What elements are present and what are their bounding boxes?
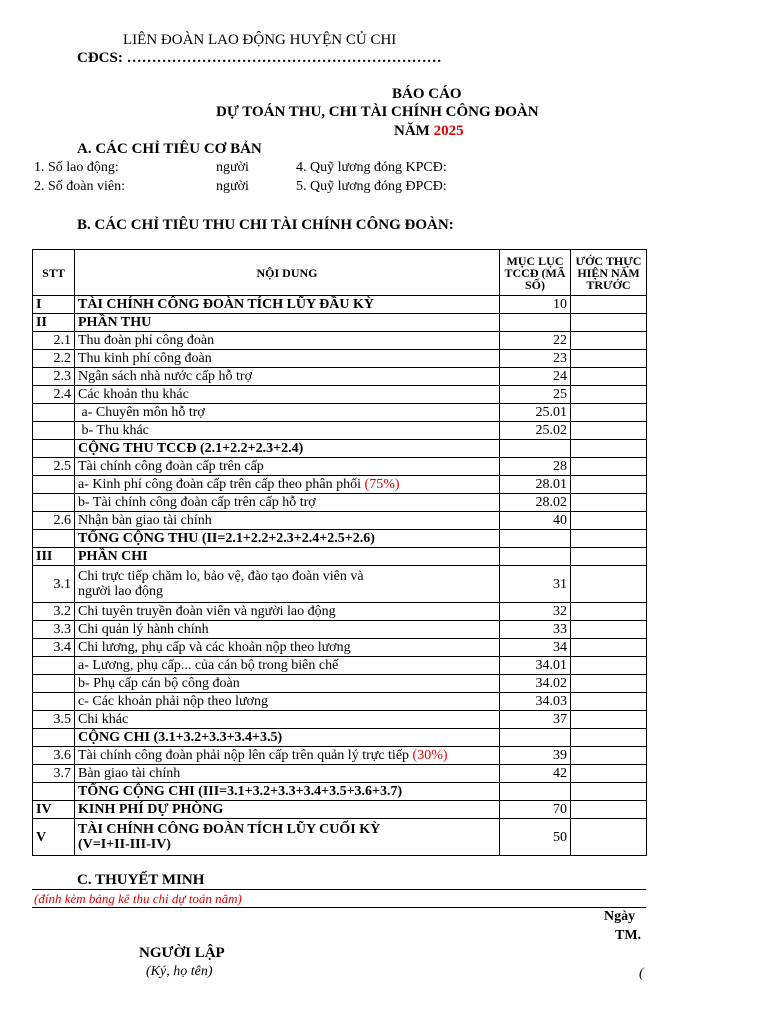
row-stt (33, 729, 75, 747)
row-code: 10 (500, 296, 571, 314)
table-row (33, 350, 647, 368)
row-content (75, 603, 500, 621)
row-code (500, 314, 571, 332)
row-content-text-line2: người lao động (78, 584, 163, 599)
report-subtitle: DỰ TOÁN THU, CHI TÀI CHÍNH CÔNG ĐOÀN (216, 104, 539, 120)
table-row (33, 603, 647, 621)
row-stt: 2.2 (33, 350, 75, 368)
row-content (75, 765, 500, 783)
member-count-unit: người (216, 179, 249, 194)
report-year (394, 123, 464, 140)
row-code: 28.01 (500, 476, 571, 494)
row-estimate-cell[interactable] (571, 765, 647, 783)
row-content-text: Chi quản lý hành chính (78, 622, 209, 637)
row-content-text: Thu đoàn phí công đoàn (78, 333, 215, 348)
row-code: 42 (500, 765, 571, 783)
row-estimate-cell[interactable] (571, 350, 647, 368)
row-stt: 2.3 (33, 368, 75, 386)
table-row (33, 765, 647, 783)
row-estimate-cell[interactable] (571, 711, 647, 729)
table-row (33, 422, 647, 440)
row-content-text: PHẦN THU (78, 315, 152, 330)
row-content-text: Các khoản thu khác (78, 387, 189, 402)
member-count-label: 2. Số đoàn viên: (34, 179, 125, 194)
row-stt (33, 404, 75, 422)
col-code: MỤC LỤC TCCĐ (MÃ SỐ) (500, 250, 571, 296)
row-content-text: TỔNG CỘNG THU (II=2.1+2.2+2.3+2.4+2.5+2.6) (78, 531, 375, 546)
table-row (33, 675, 647, 693)
table-row (33, 729, 647, 747)
row-code: 22 (500, 332, 571, 350)
row-code: 70 (500, 801, 571, 819)
labor-count-label: 1. Số lao động: (34, 160, 119, 175)
row-content (75, 314, 500, 332)
row-estimate-cell[interactable] (571, 783, 647, 801)
row-content-text: Nhận bàn giao tài chính (78, 513, 212, 528)
table-row (33, 404, 647, 422)
row-content-text: Tài chính công đoàn phải nộp lên cấp trên quản lý trực tiếp (78, 748, 410, 763)
row-code: 39 (500, 747, 571, 765)
row-code: 50 (500, 819, 571, 856)
row-content (75, 332, 500, 350)
table-row (33, 711, 647, 729)
row-content-text: Ngân sách nhà nước cấp hỗ trợ (78, 369, 253, 384)
table-row (33, 621, 647, 639)
row-content-text: Chi khác (78, 712, 129, 727)
row-content (75, 693, 500, 711)
section-b-heading: B. CÁC CHỈ TIÊU THU CHI TÀI CHÍNH CÔNG ĐOÀN: (77, 217, 454, 233)
table-row (33, 458, 647, 476)
org-name: LIÊN ĐOÀN LAO ĐỘNG HUYỆN CỦ CHI (123, 32, 397, 48)
row-stt (33, 476, 75, 494)
row-code (500, 440, 571, 458)
row-stt: 2.5 (33, 458, 75, 476)
table-row (33, 801, 647, 819)
row-code (500, 783, 571, 801)
row-content-text: TÀI CHÍNH CÔNG ĐOÀN TÍCH LŨY ĐẦU KỲ (78, 297, 374, 312)
row-estimate-cell[interactable] (571, 440, 647, 458)
date-label: Ngày (604, 909, 636, 924)
row-content-text: Chi lương, phụ cấp và các khoản nộp theo lương (78, 640, 351, 655)
row-content-text: Chi trực tiếp chăm lo, bảo vệ, đào tạo đoàn viên và (78, 569, 364, 584)
row-content (75, 476, 500, 494)
row-content-text: CỘNG CHI (3.1+3.2+3.3+3.4+3.5) (78, 730, 283, 745)
row-estimate-cell[interactable] (571, 603, 647, 621)
table-row (33, 566, 647, 603)
row-stt: 3.1 (33, 566, 75, 603)
row-content (75, 621, 500, 639)
row-stt: 3.7 (33, 765, 75, 783)
row-content-text: b- Phụ cấp cán bộ công đoàn (78, 676, 240, 691)
row-percent-note: (30%) (412, 748, 448, 763)
table-row (33, 368, 647, 386)
row-content (75, 296, 500, 314)
row-content-text: TÀI CHÍNH CÔNG ĐOÀN TÍCH LŨY CUỐI KỲ (78, 822, 381, 837)
row-stt: 2.1 (33, 332, 75, 350)
row-content-text: a- Chuyên môn hỗ trợ (78, 405, 205, 420)
row-stt: 3.2 (33, 603, 75, 621)
row-estimate-cell[interactable] (571, 332, 647, 350)
table-row (33, 819, 647, 856)
table-row (33, 693, 647, 711)
row-code: 23 (500, 350, 571, 368)
row-stt: III (33, 548, 75, 566)
row-stt: 2.4 (33, 386, 75, 404)
row-estimate-cell[interactable] (571, 404, 647, 422)
row-content-text: a- Kinh phí công đoàn cấp trên cấp theo phân phối (78, 477, 362, 492)
row-estimate-cell[interactable] (571, 368, 647, 386)
row-code: 25 (500, 386, 571, 404)
budget-table (32, 249, 647, 856)
row-stt: II (33, 314, 75, 332)
table-row (33, 440, 647, 458)
divider (32, 907, 646, 908)
row-stt (33, 693, 75, 711)
row-content (75, 386, 500, 404)
row-content (75, 639, 500, 657)
row-code: 32 (500, 603, 571, 621)
row-estimate-cell[interactable] (571, 296, 647, 314)
row-stt: IV (33, 801, 75, 819)
row-estimate-cell[interactable] (571, 819, 647, 856)
table-row (33, 783, 647, 801)
row-stt: I (33, 296, 75, 314)
row-code: 31 (500, 566, 571, 603)
row-estimate-cell[interactable] (571, 314, 647, 332)
row-percent-note: (75%) (364, 477, 400, 492)
row-content (75, 711, 500, 729)
row-stt (33, 422, 75, 440)
row-content (75, 530, 500, 548)
row-content-text: a- Lương, phụ cấp... của cán bộ trong biên chế (78, 658, 339, 673)
row-estimate-cell[interactable] (571, 801, 647, 819)
row-content (75, 548, 500, 566)
table-row (33, 657, 647, 675)
row-estimate-cell[interactable] (571, 747, 647, 765)
row-code: 28.02 (500, 494, 571, 512)
row-stt (33, 783, 75, 801)
kpcd-fund-label: 4. Quỹ lương đóng KPCĐ: (296, 160, 447, 175)
divider (32, 889, 646, 890)
row-estimate-cell[interactable] (571, 512, 647, 530)
row-content (75, 458, 500, 476)
row-content-text: Bàn giao tài chính (78, 766, 181, 781)
table-row (33, 494, 647, 512)
row-content-text: b- Tài chính công đoàn cấp trên cấp hỗ trợ (78, 495, 316, 510)
row-stt (33, 657, 75, 675)
row-stt (33, 530, 75, 548)
row-estimate-cell[interactable] (571, 657, 647, 675)
row-estimate-cell[interactable] (571, 494, 647, 512)
row-estimate-cell[interactable] (571, 422, 647, 440)
row-estimate-cell[interactable] (571, 386, 647, 404)
row-stt (33, 675, 75, 693)
row-content (75, 729, 500, 747)
row-estimate-cell[interactable] (571, 729, 647, 747)
row-estimate-cell[interactable] (571, 548, 647, 566)
row-content (75, 422, 500, 440)
row-stt: 3.5 (33, 711, 75, 729)
table-row (33, 476, 647, 494)
row-estimate-cell[interactable] (571, 639, 647, 657)
table-row (33, 386, 647, 404)
row-content-text: PHẦN CHI (78, 549, 148, 564)
row-code: 34 (500, 639, 571, 657)
row-stt: 3.4 (33, 639, 75, 657)
labor-count-unit: người (216, 160, 249, 175)
row-code: 34.03 (500, 693, 571, 711)
row-estimate-cell[interactable] (571, 675, 647, 693)
row-content (75, 512, 500, 530)
row-estimate-cell[interactable] (571, 458, 647, 476)
row-stt: V (33, 819, 75, 856)
row-code: 33 (500, 621, 571, 639)
preparer-sign: (Ký, họ tên) (146, 964, 213, 979)
row-code: 28 (500, 458, 571, 476)
section-c-heading: C. THUYẾT MINH (77, 872, 205, 888)
row-content (75, 404, 500, 422)
table-row (33, 530, 647, 548)
row-code (500, 548, 571, 566)
section-c-note: (đính kèm bảng kê thu chi dự toán năm) (34, 891, 242, 906)
col-estimate: ƯỚC THỰC HIỆN NĂM TRƯỚC (571, 250, 647, 296)
row-estimate-cell[interactable] (571, 476, 647, 494)
table-row (33, 747, 647, 765)
row-content (75, 566, 500, 603)
row-content (75, 801, 500, 819)
col-stt: STT (33, 250, 75, 296)
table-row (33, 548, 647, 566)
row-code: 25.01 (500, 404, 571, 422)
row-stt: 3.3 (33, 621, 75, 639)
row-code (500, 530, 571, 548)
table-row (33, 296, 647, 314)
row-stt: 2.6 (33, 512, 75, 530)
row-estimate-cell[interactable] (571, 566, 647, 603)
row-content-text: Chi tuyên truyền đoàn viên và người lao động (78, 604, 336, 619)
section-a-heading: A. CÁC CHỈ TIÊU CƠ BẢN (77, 141, 262, 157)
signer-paren: ( (639, 966, 644, 981)
row-stt: 3.6 (33, 747, 75, 765)
row-content (75, 819, 500, 856)
row-code: 25.02 (500, 422, 571, 440)
row-content-text: c- Các khoản phải nộp theo lương (78, 694, 268, 709)
row-estimate-cell[interactable] (571, 530, 647, 548)
row-content (75, 675, 500, 693)
row-content-text-line2: (V=I+II-III-IV) (78, 837, 171, 852)
year-label: NĂM (394, 123, 430, 139)
preparer-label: NGƯỜI LẬP (139, 945, 225, 961)
table-row (33, 639, 647, 657)
row-code: 40 (500, 512, 571, 530)
row-content-text: Thu kinh phí công đoàn (78, 351, 212, 366)
row-content (75, 350, 500, 368)
row-content-text: KINH PHÍ DỰ PHÒNG (78, 802, 224, 817)
row-code: 34.02 (500, 675, 571, 693)
row-estimate-cell[interactable] (571, 693, 647, 711)
year-value: 2025 (433, 123, 464, 139)
report-title: BÁO CÁO (392, 86, 462, 102)
row-content (75, 783, 500, 801)
row-content (75, 747, 500, 765)
cdcs-label: CĐCS: ……………………………………………………… (77, 50, 442, 66)
row-content (75, 440, 500, 458)
row-code: 24 (500, 368, 571, 386)
row-content-text: CỘNG THU TCCĐ (2.1+2.2+2.3+2.4) (78, 441, 304, 456)
table-row (33, 512, 647, 530)
col-content: NỘI DUNG (75, 250, 500, 296)
row-estimate-cell[interactable] (571, 621, 647, 639)
row-content (75, 494, 500, 512)
table-row (33, 332, 647, 350)
tm-label: TM. (615, 928, 642, 943)
row-stt (33, 494, 75, 512)
dpcd-fund-label: 5. Quỹ lương đóng ĐPCĐ: (296, 179, 447, 194)
row-code (500, 729, 571, 747)
row-content (75, 368, 500, 386)
row-content-text: b- Thu khác (78, 423, 149, 438)
table-row (33, 314, 647, 332)
row-content-text: Tài chính công đoàn cấp trên cấp (78, 459, 264, 474)
row-code: 37 (500, 711, 571, 729)
row-content (75, 657, 500, 675)
row-stt (33, 440, 75, 458)
row-content-text: TỔNG CỘNG CHI (III=3.1+3.2+3.3+3.4+3.5+3.6+3.7) (78, 784, 403, 799)
row-code: 34.01 (500, 657, 571, 675)
